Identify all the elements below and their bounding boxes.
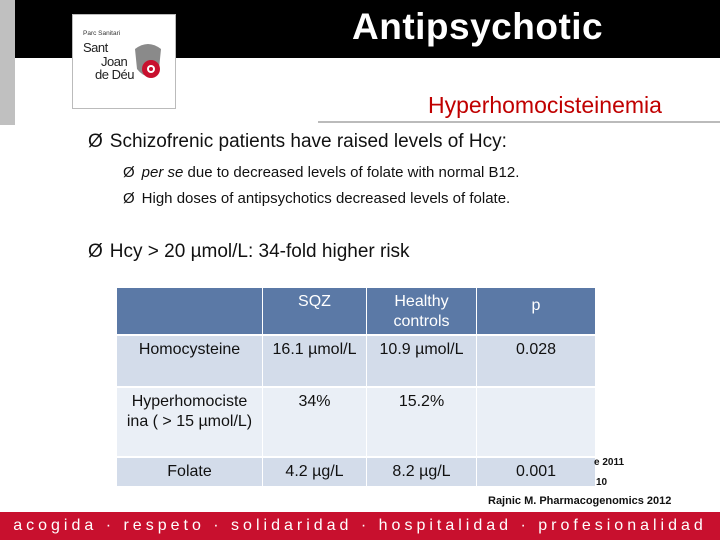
bullet-hcy-risk — [88, 241, 410, 263]
table-header-row — [117, 288, 596, 336]
table-header-cell: Healthy controls — [367, 288, 477, 336]
table-cell: 4.2 µg/L — [263, 458, 367, 488]
logo-line-3: de Déu — [95, 67, 134, 82]
table-cell: 0.001 — [477, 458, 596, 488]
bullet-italic-text: per se — [141, 164, 184, 181]
table-cell: 34% — [263, 388, 367, 458]
table-cell: Hyperhomociste ina ( > 15 µmol/L) — [117, 388, 263, 458]
table-cell: 8.2 µg/L — [367, 458, 477, 488]
table-row — [117, 336, 596, 388]
table-cell: 15.2% — [367, 388, 477, 458]
bullet-text: Schizofrenic patients have raised levels of Hcy: — [109, 131, 507, 152]
table-cell: 0.028 — [477, 336, 596, 388]
table-cell: Folate — [117, 458, 263, 488]
reference-citation: Rajnic M. Pharmacogenomics 2012 — [488, 495, 672, 507]
table-cell: 10.9 µmol/L — [367, 336, 477, 388]
heart-crest-icon — [129, 39, 167, 85]
table-cell: Homocysteine — [117, 336, 263, 388]
bullet-text: due to decreased levels of folate with normal B12. — [183, 164, 520, 181]
table-row — [117, 458, 596, 488]
reference-partial-10: 10 — [596, 477, 608, 488]
bullet-text: Hcy > 20 µmol/L: 34-fold higher risk — [109, 241, 410, 262]
results-table — [117, 288, 596, 488]
footer-bar — [0, 512, 720, 540]
table-cell — [477, 388, 596, 458]
footer-values-text: acogida · respeto · solidaridad · hospitalidad · profesionalidad — [13, 517, 707, 534]
arrow-bullet-icon: Ø — [88, 241, 103, 262]
sub-bullet-folate-b12 — [123, 164, 519, 181]
slide-subtitle: Hyperhomocisteinemia — [428, 92, 662, 118]
logo-line-2: Joan — [101, 54, 128, 69]
logo-line-1: Sant — [83, 40, 108, 55]
hospital-logo — [72, 14, 176, 109]
arrow-bullet-icon: Ø — [123, 164, 135, 181]
subtitle-underline — [318, 121, 720, 123]
slide-title: Antipsychotic — [352, 6, 604, 47]
bullet-text: High doses of antipsychotics decreased levels of folate. — [141, 190, 511, 207]
arrow-bullet-icon: Ø — [88, 131, 103, 152]
logo-small-line: Parc Sanitari — [83, 30, 121, 37]
left-decorative-strip — [0, 0, 15, 125]
table-header-cell: p — [477, 288, 596, 336]
table-header-cell: SQZ — [263, 288, 367, 336]
reference-partial-year: e 2011 — [594, 457, 625, 468]
arrow-bullet-icon: Ø — [123, 190, 135, 207]
bullet-schizofrenic-hcy — [88, 131, 507, 153]
table-header-cell — [117, 288, 263, 336]
sub-bullet-antipsychotics — [123, 190, 510, 207]
table-row — [117, 388, 596, 458]
table-cell: 16.1 µmol/L — [263, 336, 367, 388]
